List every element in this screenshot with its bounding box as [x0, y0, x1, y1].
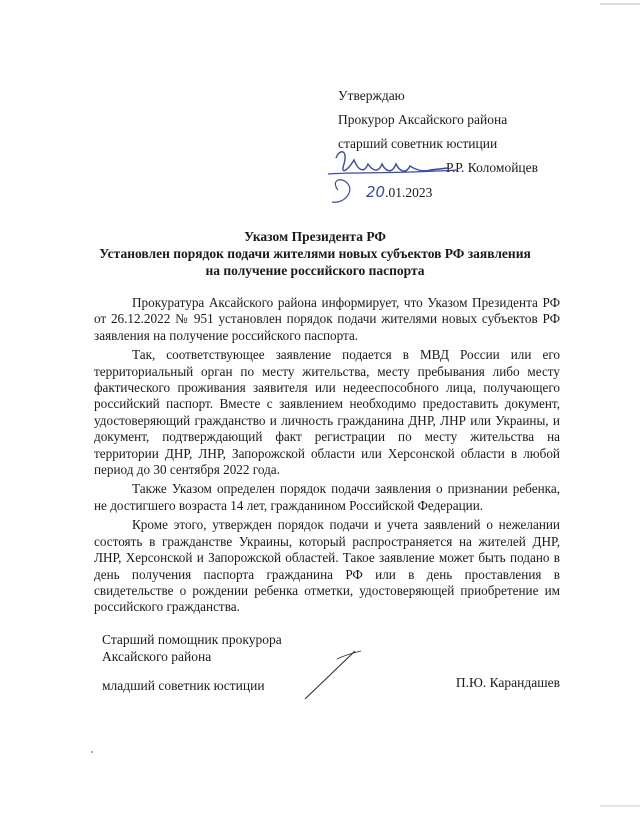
approval-date-rest: .01.2023	[385, 185, 433, 200]
document-title	[80, 228, 550, 279]
document-body	[94, 295, 560, 619]
assistant-signature	[295, 645, 385, 705]
signoff-position-line-1: Старший помощник прокурора	[102, 632, 282, 647]
body-paragraph-4: Кроме этого, утвержден порядок подачи и учета заявлений о нежелании состоять в гражданстве Украины, который распространяется на жителей ДНР, ЛНР, Херсонской и Запорожской областей. Такое заявление может быть подано в день получения паспорта гражданина РФ или в день проставления в свидетельстве о рождении ребенка отметки, удостоверяющей приобретение им российского гражданства.	[94, 517, 560, 615]
approval-rank: старший советник юстиции	[338, 136, 498, 151]
approval-heading: Утверждаю	[338, 88, 405, 103]
signoff-rank: младший советник юстиции	[102, 678, 265, 693]
approval-name: Р.Р. Коломойцев	[446, 160, 539, 175]
prosecutor-signature	[318, 140, 468, 210]
approval-date-day: 20	[366, 183, 386, 201]
title-line-2: Установлен порядок подачи жителями новых субъектов РФ заявления	[99, 246, 531, 261]
title-line-1: Указом Президента РФ	[244, 229, 386, 244]
body-paragraph-3: Также Указом определен порядок подачи заявления о признании ребенка, не достигшего возраста 14 лет, гражданином Российской Федерации.	[94, 481, 560, 513]
title-line-3: на получение российского паспорта	[205, 263, 425, 278]
approval-position: Прокурор Аксайского района	[338, 112, 508, 127]
body-paragraph-1: Прокуратура Аксайского района информирует, что Указом Президента РФ от 26.12.2022 № 951 установлен порядок подачи жителями новых субъектов РФ заявления на получение российского паспорта.	[94, 295, 560, 343]
body-paragraph-2: Так, соответствующее заявление подается в МВД России или его территориальный орган по месту жительства, месту пребывания либо месту фактического проживания заявителя или недееспособного лица, получающего российский паспорт. Вместе с заявлением необходимо предоставить документ, удостоверяющий гражданство и личность гражданина ДНР, ЛНР или Украины, и документ, подтверждающий факт регистрации по месту жительства на территории ДНР, ЛНР, Запорожской области или Херсонской области в любой период до 30 сентября 2022 года.	[94, 347, 560, 478]
signoff-position-line-2: Аксайского района	[102, 649, 212, 664]
signoff-name: П.Ю. Карандашев	[455, 675, 560, 690]
